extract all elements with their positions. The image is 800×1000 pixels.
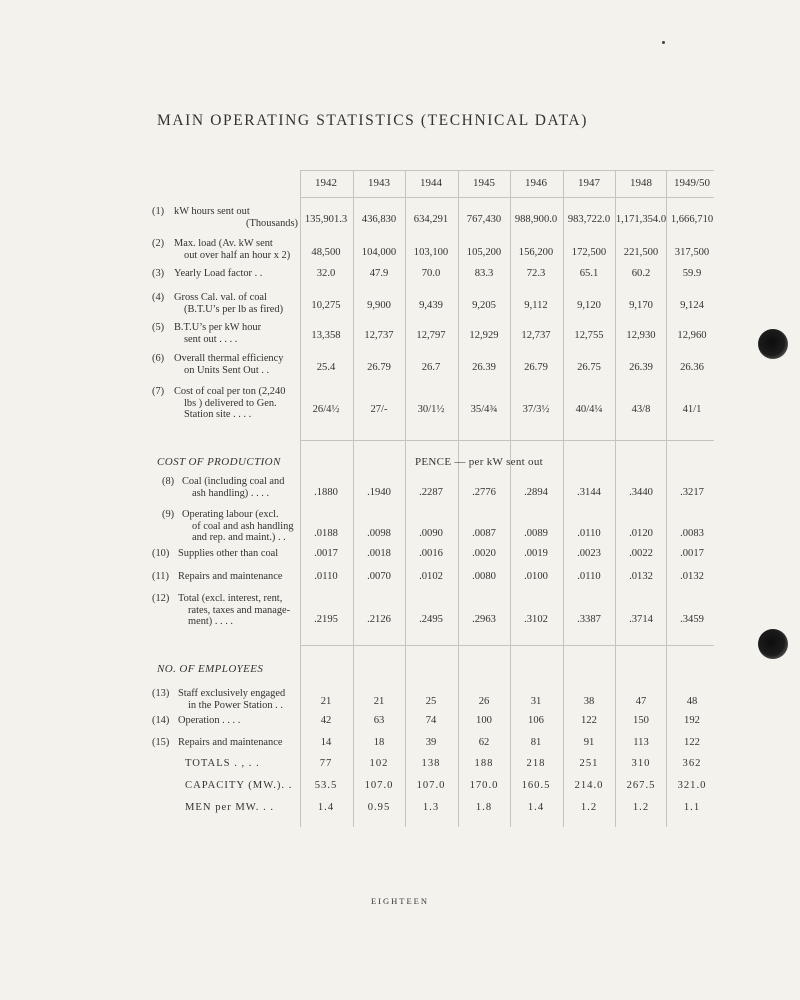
table-cell: 12,930 (626, 330, 656, 341)
table-cell: .2776 (472, 487, 496, 498)
summary-cell: 53.5 (314, 780, 338, 791)
table-cell: .0098 (367, 528, 391, 539)
table-cell: 9,439 (419, 300, 443, 311)
table-cell: 13,358 (311, 330, 341, 341)
table-cell: 65.1 (579, 268, 599, 279)
table-cell: .0110 (577, 571, 601, 582)
row-label-line: Repairs and maintenance (178, 571, 283, 582)
punch-hole-top (758, 329, 788, 359)
punch-hole-bottom (758, 629, 788, 659)
row-label-line: Gross Cal. val. of coal (174, 292, 267, 303)
table-cell: 48,500 (311, 247, 341, 258)
table-cell: .1880 (314, 487, 338, 498)
table-cell: 91 (583, 737, 595, 748)
table-cell: 39 (425, 737, 437, 748)
row-label (152, 593, 298, 628)
table-cell: .0017 (680, 548, 704, 559)
row-label-line: Repairs and maintenance (178, 737, 283, 748)
row-label (152, 737, 298, 749)
table-cell: 42 (320, 715, 332, 726)
row-number: (3) (152, 268, 165, 279)
table-cell: 25 (425, 696, 437, 707)
table-cell: .0023 (577, 548, 601, 559)
year-header-1949-50: 1949/50 (673, 177, 711, 189)
table-cell: 41/1 (682, 404, 702, 415)
summary-cell: 170.0 (469, 780, 499, 791)
row-number: (6) (152, 353, 165, 364)
table-cell: 12,737 (364, 330, 394, 341)
row-number: (9) (162, 509, 175, 520)
row-label-line: rates, taxes and manage- (188, 604, 291, 616)
table-cell: .3144 (577, 487, 601, 498)
page-title: MAIN OPERATING STATISTICS (TECHNICAL DATA) (157, 112, 588, 129)
row-label (152, 476, 298, 499)
summary-label: CAPACITY (MW.). . (185, 780, 293, 791)
table-cell: 104,000 (361, 247, 397, 258)
table-cell: 38 (583, 696, 595, 707)
summary-cell: 160.5 (521, 780, 551, 791)
row-number: (11) (152, 571, 169, 582)
table-cell: 103,100 (413, 247, 449, 258)
table-cell: .0110 (577, 528, 601, 539)
table-cell: 62 (478, 737, 490, 748)
summary-cell: 1.3 (422, 802, 440, 813)
row-number: (8) (162, 476, 175, 487)
row-label-line: out over half an hour x 2) (184, 249, 291, 261)
row-number: (5) (152, 322, 165, 333)
table-cell: 988,900.0 (514, 214, 558, 225)
table-cell: 172,500 (571, 247, 607, 258)
row-label (152, 353, 298, 376)
cost-units-label: PENCE — per kW sent out (415, 456, 543, 468)
summary-cell: 1.2 (632, 802, 650, 813)
table-cell: 983,722.0 (567, 214, 611, 225)
summary-cell: 138 (421, 758, 441, 769)
ink-speck (662, 41, 665, 44)
row-label (152, 715, 298, 727)
table-cell: .3387 (577, 614, 601, 625)
row-label-line: sent out . . . . (184, 333, 238, 345)
summary-cell: 321.0 (677, 780, 707, 791)
row-label-line: B.T.U’s per kW hour (174, 322, 262, 333)
row-label-line: Total (excl. interest, rent, (178, 593, 283, 604)
table-cell: 436,830 (361, 214, 397, 225)
table-cell: 70.0 (421, 268, 441, 279)
table-cell: .0090 (419, 528, 443, 539)
row-label-line: and rep. and maint.) . . (192, 532, 286, 543)
table-cell: .3714 (629, 614, 653, 625)
summary-cell: 251 (579, 758, 599, 769)
table-cell: .0083 (680, 528, 704, 539)
row-label (152, 238, 298, 261)
summary-cell: 214.0 (574, 780, 604, 791)
table-cell: 47.9 (369, 268, 389, 279)
table-cell: .0070 (367, 571, 391, 582)
table-cell: 135,901.3 (304, 214, 348, 225)
year-header-1945: 1945 (473, 177, 495, 189)
table-cell: 12,929 (469, 330, 499, 341)
row-label-line: Cost of coal per ton (2,240 (174, 386, 286, 397)
row-number: (7) (152, 386, 165, 397)
table-cell: 48 (686, 696, 698, 707)
table-cell: 25.4 (316, 362, 336, 373)
table-cell: 100 (476, 715, 492, 726)
table-cell: .0017 (314, 548, 338, 559)
table-cell: 74 (425, 715, 437, 726)
table-cell: 1,171,354.0 (615, 214, 667, 225)
row-label (152, 571, 298, 583)
table-cell: 72.3 (526, 268, 546, 279)
table-cell: 105,200 (466, 247, 502, 258)
table-cell: .3102 (524, 614, 548, 625)
row-label (152, 206, 298, 229)
summary-cell: 77 (319, 758, 333, 769)
table-cell: 221,500 (623, 247, 659, 258)
table-cell: 9,112 (524, 300, 548, 311)
header-top-rule (300, 170, 714, 171)
table-cell: .2963 (472, 614, 496, 625)
table-cell: 35/4¾ (470, 404, 498, 415)
table-cell: .2495 (419, 614, 443, 625)
table-cell: .3217 (680, 487, 704, 498)
year-header-1942: 1942 (315, 177, 337, 189)
table-cell: .2287 (419, 487, 443, 498)
employees-section-title: NO. OF EMPLOYEES (157, 663, 264, 675)
table-cell: 31 (530, 696, 542, 707)
table-cell: 192 (684, 715, 700, 726)
table-cell: 26.79 (367, 362, 391, 373)
row-label-line: Yearly Load factor . . (174, 268, 263, 279)
summary-cell: 107.0 (364, 780, 394, 791)
table-cell: 21 (320, 696, 332, 707)
table-cell: .0018 (367, 548, 391, 559)
table-cell: 81 (530, 737, 542, 748)
table-cell: 12,797 (416, 330, 446, 341)
table-cell: 63 (373, 715, 385, 726)
table-cell: 18 (373, 737, 385, 748)
summary-cell: 1.8 (475, 802, 493, 813)
table-cell: .0022 (629, 548, 653, 559)
table-cell: 767,430 (466, 214, 502, 225)
row-label (152, 509, 298, 544)
row-number: (15) (152, 737, 170, 748)
header-bottom-rule (300, 197, 714, 198)
table-cell: 1,666,710 (670, 214, 714, 225)
table-cell: 26.39 (472, 362, 496, 373)
table-cell: .0132 (680, 571, 704, 582)
row-label (152, 322, 298, 345)
year-header-1947: 1947 (578, 177, 600, 189)
summary-cell: 310 (631, 758, 651, 769)
summary-label: MEN per MW. . . (185, 802, 275, 813)
year-header-1948: 1948 (630, 177, 652, 189)
table-cell: 122 (581, 715, 597, 726)
table-cell: .2195 (314, 614, 338, 625)
table-cell: 10,275 (311, 300, 341, 311)
row-label (152, 688, 298, 711)
table-cell: .0016 (419, 548, 443, 559)
table-cell: 9,900 (367, 300, 391, 311)
table-cell: 156,200 (518, 247, 554, 258)
row-label-line: ment) . . . . (188, 616, 234, 627)
table-cell: 26.79 (524, 362, 548, 373)
row-label-line: (Thousands) (246, 217, 298, 229)
table-cell: 9,124 (680, 300, 704, 311)
table-cell: 9,170 (629, 300, 653, 311)
table-cell: .0132 (629, 571, 653, 582)
page-number: EIGHTEEN (370, 896, 429, 906)
row-label-line: of coal and ash handling (192, 520, 294, 532)
cost-section-title: COST OF PRODUCTION (157, 456, 281, 468)
table-cell: .0102 (419, 571, 443, 582)
row-label-line: ash handling) . . . . (192, 487, 270, 499)
year-header-1944: 1944 (420, 177, 442, 189)
table-cell: .0110 (314, 571, 338, 582)
table-cell: 26 (478, 696, 490, 707)
table-cell: 26/4½ (312, 404, 340, 415)
table-cell: .0120 (629, 528, 653, 539)
year-header-1946: 1946 (525, 177, 547, 189)
table-cell: 9,120 (577, 300, 601, 311)
table-cell: 59.9 (682, 268, 702, 279)
table-cell: 27/- (370, 404, 388, 415)
table-cell: 113 (633, 737, 649, 748)
summary-cell: 1.2 (580, 802, 598, 813)
table-cell: .0089 (524, 528, 548, 539)
row-label (152, 548, 298, 560)
table-cell: .0087 (472, 528, 496, 539)
summary-cell: 362 (682, 758, 702, 769)
table-cell: 634,291 (413, 214, 449, 225)
row-label-line: Max. load (Av. kW sent (174, 238, 273, 249)
table-cell: .0188 (314, 528, 338, 539)
table-cell: 122 (684, 737, 700, 748)
row-label-line: lbs ) delivered to Gen. (184, 397, 277, 409)
summary-cell: 0.95 (367, 802, 391, 813)
section-rule (300, 440, 714, 441)
summary-cell: 218 (526, 758, 546, 769)
table-cell: .1940 (367, 487, 391, 498)
table-cell: 43/8 (631, 404, 651, 415)
summary-cell: 107.0 (416, 780, 446, 791)
row-label (152, 386, 298, 421)
table-cell: 150 (633, 715, 649, 726)
summary-cell: 267.5 (626, 780, 656, 791)
row-number: (2) (152, 238, 165, 249)
row-label-line: Coal (including coal and (182, 476, 285, 487)
table-cell: 26.75 (577, 362, 601, 373)
row-label-line: Overall thermal efficiency (174, 353, 284, 364)
table-cell: 26.7 (421, 362, 441, 373)
summary-cell: 1.4 (527, 802, 545, 813)
table-cell: 12,755 (574, 330, 604, 341)
row-label-line: Station site . . . . (184, 409, 252, 420)
table-cell: 26.39 (629, 362, 653, 373)
table-cell: 47 (635, 696, 647, 707)
row-label-line: Staff exclusively engaged (178, 688, 286, 699)
table-cell: .2894 (524, 487, 548, 498)
table-cell: 40/4¼ (575, 404, 603, 415)
row-label-line: Operating labour (excl. (182, 509, 279, 520)
table-cell: 37/3½ (522, 404, 550, 415)
section-rule (300, 645, 714, 646)
table-cell: 317,500 (674, 247, 710, 258)
table-cell: 32.0 (316, 268, 336, 279)
table-cell: 106 (528, 715, 544, 726)
row-number: (13) (152, 688, 170, 699)
table-cell: 9,205 (472, 300, 496, 311)
table-cell: 60.2 (631, 268, 651, 279)
table-cell: 12,960 (677, 330, 707, 341)
row-number: (1) (152, 206, 165, 217)
table-cell: 21 (373, 696, 385, 707)
table-cell: .0020 (472, 548, 496, 559)
table-cell: .3459 (680, 614, 704, 625)
row-number: (14) (152, 715, 170, 726)
table-cell: 26.36 (680, 362, 704, 373)
table-cell: .0100 (524, 571, 548, 582)
table-cell: 14 (320, 737, 332, 748)
row-number: (12) (152, 593, 170, 604)
row-label-line: Supplies other than coal (178, 548, 279, 559)
table-cell: 30/1½ (417, 404, 445, 415)
table-cell: .0019 (524, 548, 548, 559)
row-label-line: in the Power Station . . (188, 699, 283, 711)
table-cell: 83.3 (474, 268, 494, 279)
table-cell: .0080 (472, 571, 496, 582)
row-number: (4) (152, 292, 165, 303)
table-cell: .2126 (367, 614, 391, 625)
row-label (152, 292, 298, 315)
summary-cell: 188 (474, 758, 494, 769)
year-header-1943: 1943 (368, 177, 390, 189)
row-label-line: (B.T.U’s per lb as fired) (184, 303, 284, 315)
table-cell: 12,737 (521, 330, 551, 341)
summary-cell: 1.1 (683, 802, 701, 813)
summary-cell: 1.4 (317, 802, 335, 813)
row-number: (10) (152, 548, 170, 559)
summary-label: TOTALS . , . . (185, 758, 260, 769)
table-cell: .3440 (629, 487, 653, 498)
row-label-line: kW hours sent out (174, 206, 250, 217)
row-label (152, 268, 298, 280)
summary-cell: 102 (369, 758, 389, 769)
row-label-line: Operation . . . . (178, 715, 241, 726)
row-label-line: on Units Sent Out . . (184, 364, 270, 376)
